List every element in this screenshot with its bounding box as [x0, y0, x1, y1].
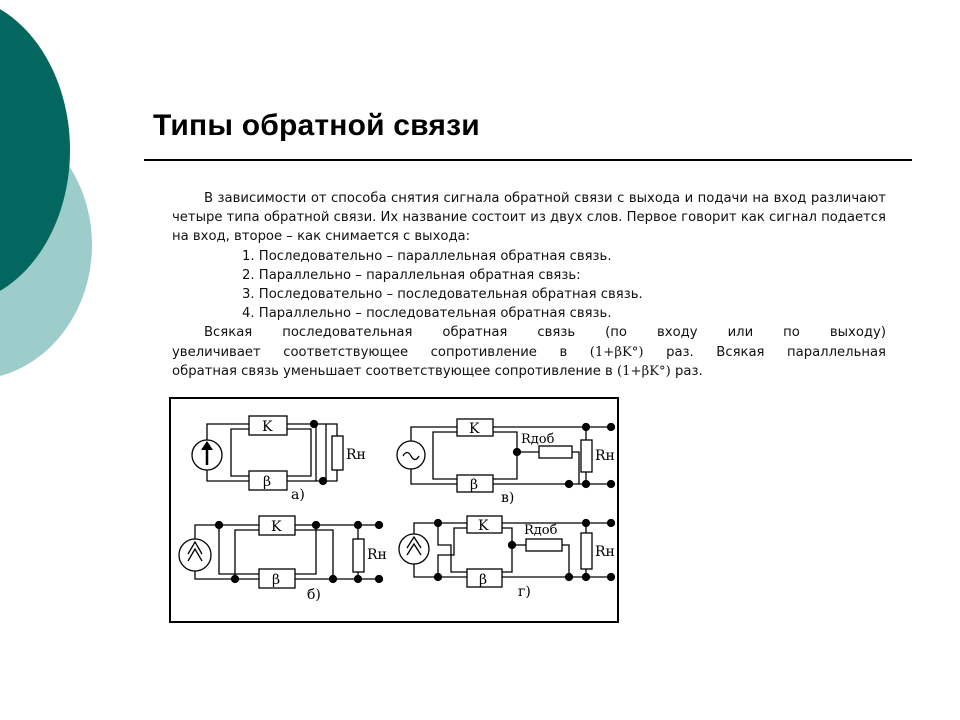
- summary-line-2: [172, 343, 886, 362]
- load-label: Rн: [595, 448, 615, 464]
- summary-text: обратная связь уменьшает соответствующее сопротивление в: [172, 363, 617, 379]
- amp-label: K: [478, 518, 489, 534]
- circuit-label: а): [291, 487, 305, 503]
- list-item: 1. Последовательно – параллельная обратная связь.: [242, 248, 612, 264]
- amp-label: K: [271, 519, 282, 535]
- list-item: 3. Последовательно – последовательная обратная связь.: [242, 287, 643, 303]
- feedback-label: β: [470, 477, 479, 493]
- extra-resistor-label: Rдоб: [524, 523, 558, 538]
- list-item: 2. Параллельно – параллельная обратная связь:: [242, 267, 581, 283]
- load-label: Rн: [346, 447, 366, 463]
- summary-line-1: Всякая последовательная обратная связь (по входу или по выходу): [204, 325, 886, 341]
- formula: (1+βK°): [617, 363, 671, 379]
- circuit-label: г): [518, 584, 531, 600]
- feedback-label: β: [272, 572, 281, 588]
- load-label: Rн: [595, 544, 615, 560]
- summary-line-3: [172, 362, 886, 381]
- summary-text: раз. Всякая параллельная: [643, 344, 886, 360]
- circuit-label: б): [307, 587, 321, 603]
- list-item: 4. Параллельно – последовательная обратная связь.: [242, 306, 612, 322]
- amp-label: K: [262, 419, 273, 435]
- feedback-label: β: [479, 572, 488, 588]
- circuit-label: в): [501, 490, 515, 506]
- slide-title: Типы обратной связи: [153, 109, 480, 142]
- load-label: Rн: [367, 547, 387, 563]
- slide-body: [172, 189, 886, 381]
- intro-paragraph: В зависимости от способа снятия сигнала обратной связи с выхода и подачи на вход различают четыре типа обратной связи. Их название состоит из двух слов. Первое говорит как сигнал подается на вход, второе – как снимается с выхода:: [172, 191, 886, 245]
- summary-text: раз.: [670, 363, 703, 379]
- feedback-label: β: [263, 474, 272, 490]
- summary-text: увеличивает соответствующее сопротивление в: [172, 344, 590, 360]
- formula: (1+βK°): [589, 344, 644, 360]
- extra-resistor-label: Rдоб: [521, 432, 555, 447]
- amp-label: K: [469, 421, 480, 437]
- title-divider: [144, 159, 912, 161]
- feedback-circuits-diagram: [169, 397, 619, 623]
